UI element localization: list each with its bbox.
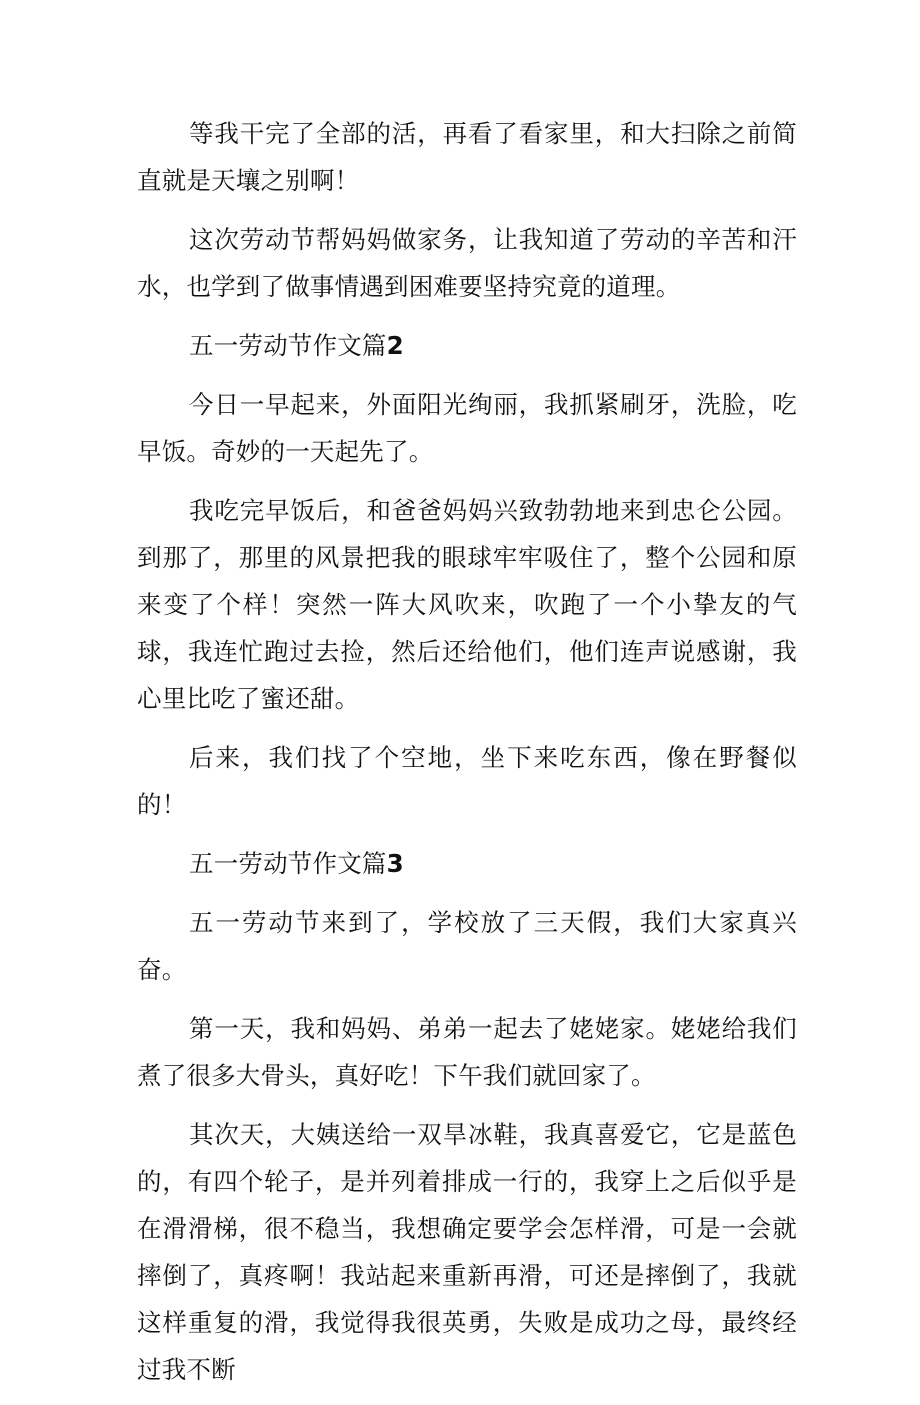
- paragraph: 我吃完早饭后，和爸爸妈妈兴致勃勃地来到忠仑公园。到那了，那里的风景把我的眼球牢牢吸住了，整个公园和原来变了个样！突然一阵大风吹来，吹跑了一个小挚友的气球，我连忙跑过去捡，然后还给他们，他们连声说感谢，我心里比吃了蜜还甜。: [137, 496, 797, 713]
- paragraph: 这次劳动节帮妈妈做家务，让我知道了劳动的辛苦和汗水，也学到了做事情遇到困难要坚持究竟的道理。: [137, 225, 797, 301]
- section-heading: [137, 322, 797, 369]
- section-heading-text: 五一劳动节作文篇: [189, 849, 387, 878]
- section-heading-number: 2: [386, 331, 404, 360]
- paragraph: 今日一早起来，外面阳光绚丽，我抓紧刷牙，洗脸，吃早饭。奇妙的一天起先了。: [137, 390, 797, 466]
- paragraph: 其次天，大姨送给一双旱冰鞋，我真喜爱它，它是蓝色的，有四个轮子，是并列着排成一行的，我穿上之后似乎是在滑滑梯，很不稳当，我想确定要学会怎样滑，可是一会就摔倒了，真疼啊！我站起来重新再滑，可还是摔倒了，我就这样重复的滑，我觉得我很英勇，失败是成功之母，最终经过我不断: [137, 1120, 797, 1384]
- paragraph: 后来，我们找了个空地，坐下来吃东西，像在野餐似的！: [137, 743, 797, 819]
- paragraph: 第一天，我和妈妈、弟弟一起去了姥姥家。姥姥给我们煮了很多大骨头，真好吃！下午我们就回家了。: [137, 1014, 797, 1090]
- document-page: [137, 110, 797, 1405]
- section-heading: [137, 840, 797, 887]
- section-heading-text: 五一劳动节作文篇: [189, 331, 387, 360]
- paragraph: 五一劳动节来到了，学校放了三天假，我们大家真兴奋。: [137, 908, 797, 984]
- section-heading-number: 3: [386, 849, 404, 878]
- paragraph: 等我干完了全部的活，再看了看家里，和大扫除之前简直就是天壤之别啊！: [137, 119, 797, 195]
